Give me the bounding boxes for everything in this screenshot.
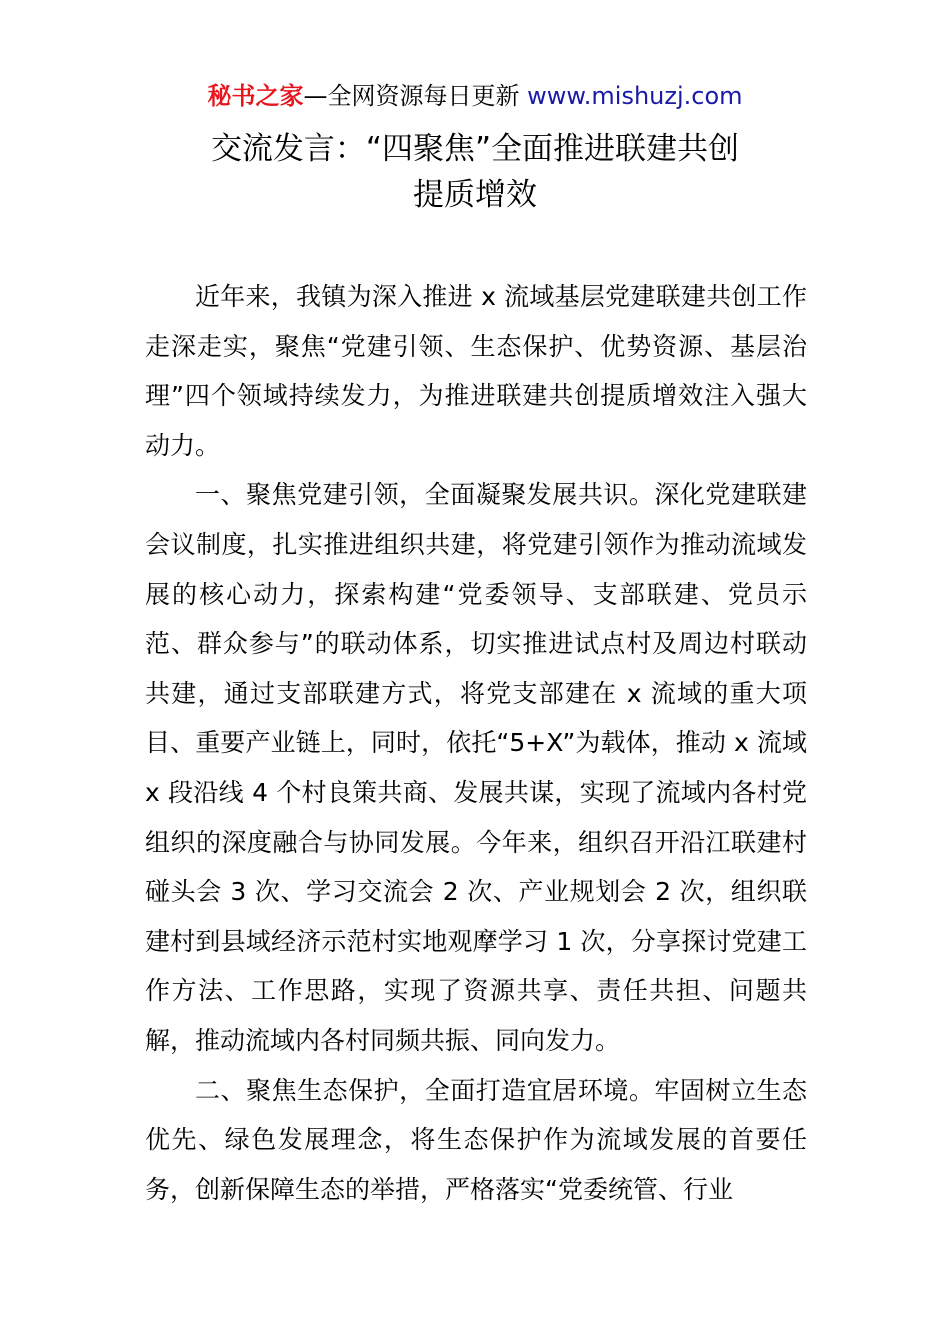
paragraph-section-2: 二、聚焦生态保护，全面打造宜居环境。牢固树立生态优先、绿色发展理念，将生态保护作为流域发展的首要任务，创新保障生态的举措，严格落实“党委统管、行业 [145,1075,807,1204]
document-body [145,272,807,1214]
document-title [0,126,950,218]
title-line-1: 交流发言：“四聚焦”全面推进联建共创 [210,131,740,167]
site-tagline: —全网资源每日更新 [303,82,528,110]
site-brand: 秘书之家 [207,82,304,110]
site-url-link[interactable]: www.mishuzj.com [527,82,743,110]
paragraph-section-1: 一、聚焦党建引领，全面凝聚发展共识。深化党建联建会议制度，扎实推进组织共建，将党建引领作为推动流域发展的核心动力，探索构建“党委领导、支部联建、党员示范、群众参与”的联动体系，切实推进试点村及周边村联动共建，通过支部联建方式，将党支部建在 x 流域的重大项目、重要产业链上，同时，依托“5+X”为载体，推动 x 流域 x 段沿线 4 个村良策共商、发展共谋，实现了流域内各村党组织的深度融合与协同发展。今年来，组织召开沿江联建村碰头会 3 次、学习交流会 2 次、产业规划会 2 次，组织联建村到县域经济示范村实地观摩学习 1 次，分享探讨党建工作方法、工作思路，实现了资源共享、责任共担、问题共解，推动流域内各村同频共振、同向发力。 [145,480,807,1055]
title-line-2: 提质增效 [413,177,537,213]
site-header [0,80,950,112]
paragraph-intro: 近年来，我镇为深入推进 x 流域基层党建联建共创工作走深走实，聚焦“党建引领、生态保护、优势资源、基层治理”四个领域持续发力，为推进联建共创提质增效注入强大动力。 [145,282,807,460]
